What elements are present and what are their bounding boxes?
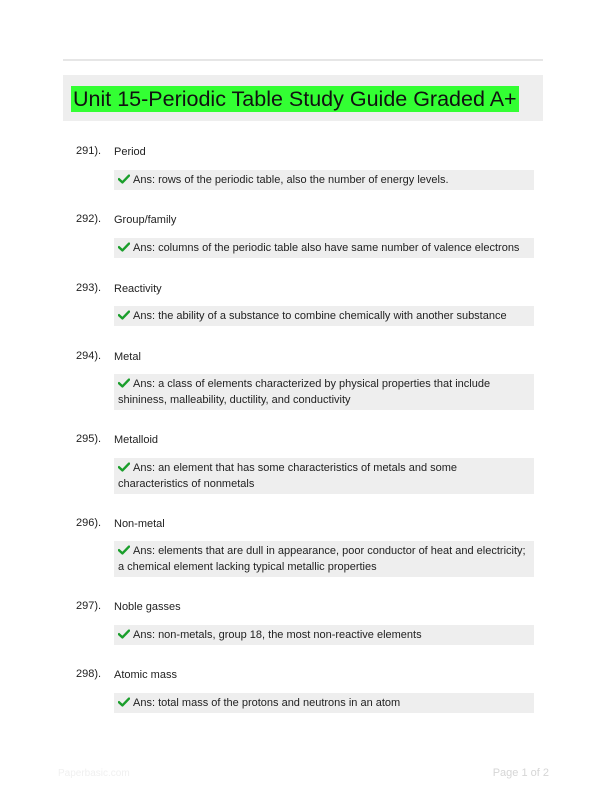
check-icon <box>118 310 130 320</box>
answer-box <box>114 625 534 645</box>
item-term: Period <box>114 146 146 158</box>
item-term: Metal <box>114 351 141 363</box>
item-term: Non-metal <box>114 518 165 530</box>
item-term: Group/family <box>114 214 177 226</box>
item-number: 293). <box>76 282 102 294</box>
item-number: 296). <box>76 517 102 529</box>
answer-box <box>114 170 534 190</box>
answer-box <box>114 541 534 577</box>
item-number: 298). <box>76 668 102 680</box>
item-term: Metalloid <box>114 434 159 446</box>
answer-text: Ans: non-metals, group 18, the most non-reactive elements <box>133 629 422 641</box>
check-icon <box>118 242 130 252</box>
item-number: 292). <box>76 213 102 225</box>
check-icon <box>118 174 130 184</box>
item-number: 291). <box>76 145 102 157</box>
item-number: 297). <box>76 600 102 612</box>
check-icon <box>118 378 130 388</box>
check-icon <box>118 629 130 639</box>
footer-watermark: Paperbasic.com <box>58 768 130 779</box>
answer-box <box>114 693 534 713</box>
page-number: Page 1 of 2 <box>492 767 549 779</box>
check-icon <box>118 545 130 555</box>
item-number: 295). <box>76 433 102 445</box>
item-term: Atomic mass <box>114 669 177 681</box>
top-divider <box>63 59 543 61</box>
answer-text: Ans: the ability of a substance to combine chemically with another substance <box>133 310 507 322</box>
answer-box <box>114 238 534 258</box>
answer-text: Ans: elements that are dull in appearance, poor conductor of heat and electricity; a chemical element lacking typical metallic properties <box>118 545 526 573</box>
answer-box <box>114 374 534 410</box>
answer-text: Ans: total mass of the protons and neutrons in an atom <box>133 697 401 709</box>
item-number: 294). <box>76 350 102 362</box>
page-title: Unit 15-Periodic Table Study Guide Graded A+ <box>73 87 517 111</box>
answer-text: Ans: rows of the periodic table, also the number of energy levels. <box>133 174 449 186</box>
answer-box <box>114 458 534 494</box>
check-icon <box>118 462 130 472</box>
answer-text: Ans: an element that has some characteristics of metals and some characteristics of nonmetals <box>118 462 458 490</box>
answer-text: Ans: a class of elements characterized by physical properties that include shininess, malleability, ductility, and conductivity <box>118 378 491 406</box>
check-icon <box>118 697 130 707</box>
item-term: Noble gasses <box>114 601 181 613</box>
item-term: Reactivity <box>114 283 162 295</box>
answer-box <box>114 306 534 326</box>
answer-text: Ans: columns of the periodic table also have same number of valence electrons <box>133 242 520 254</box>
